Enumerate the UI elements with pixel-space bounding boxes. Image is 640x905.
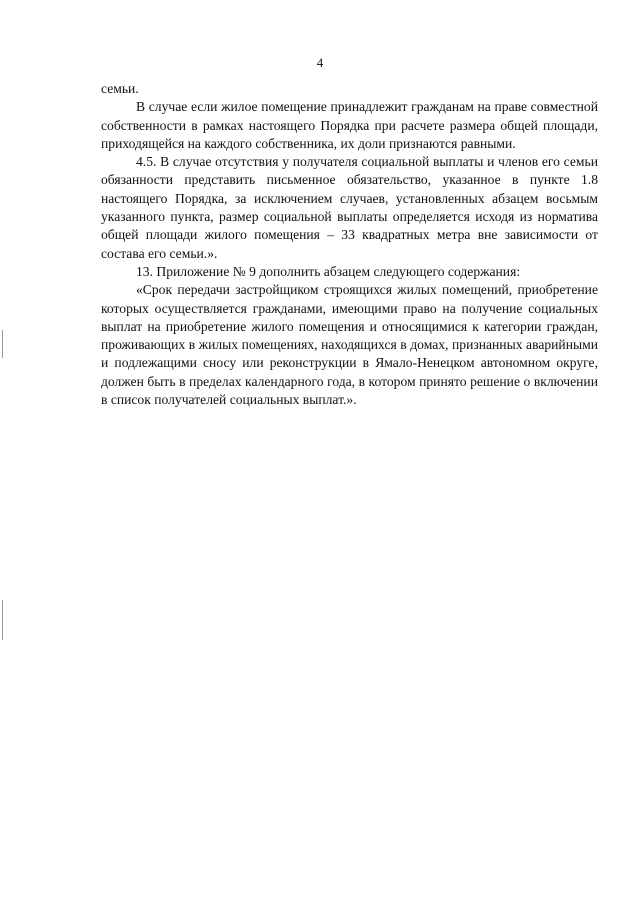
document-body [101, 80, 598, 409]
margin-scan-mark [2, 330, 3, 358]
page-number: 4 [316, 55, 324, 70]
paragraph-quoted-addition: «Срок передачи застройщиком строящихся жилых помещений, приобретение которых осуществляется гражданами, имеющими право на получение социальных выплат на приобретение жилого помещения и относящимися к категории граждан, проживающих в жилых помещениях, находящихся в домах, признанных аварийными и подлежащими сносу или реконструкции в Ямало-Ненецком автономном округе, должен быть в пределах календарного года, в котором принято решение о включении в список получателей социальных выплат.». [101, 282, 598, 408]
paragraph-joint-ownership: В случае если жилое помещение принадлежит гражданам на праве совместной собственности в рамках настоящего Порядка при расчете размера общей площади, приходящейся на каждого собственника, их доли признаются равными. [101, 99, 598, 151]
paragraph-item-13: 13. Приложение № 9 дополнить абзацем следующего содержания: [136, 263, 521, 279]
paragraph-clause-4-5: 4.5. В случае отсутствия у получателя социальной выплаты и членов его семьи обязанности представить письменное обязательство, указанное в пункте 1.8 настоящего Порядка, за исключением случаев, установленных абзацем восьмым указанного пункта, размер социальной выплаты определяется исходя из норматива общей площади жилого помещения – 33 квадратных метра вне зависимости от состава его семьи.». [101, 154, 598, 261]
margin-scan-mark [2, 600, 3, 640]
paragraph-family-end: семьи. [101, 81, 139, 96]
